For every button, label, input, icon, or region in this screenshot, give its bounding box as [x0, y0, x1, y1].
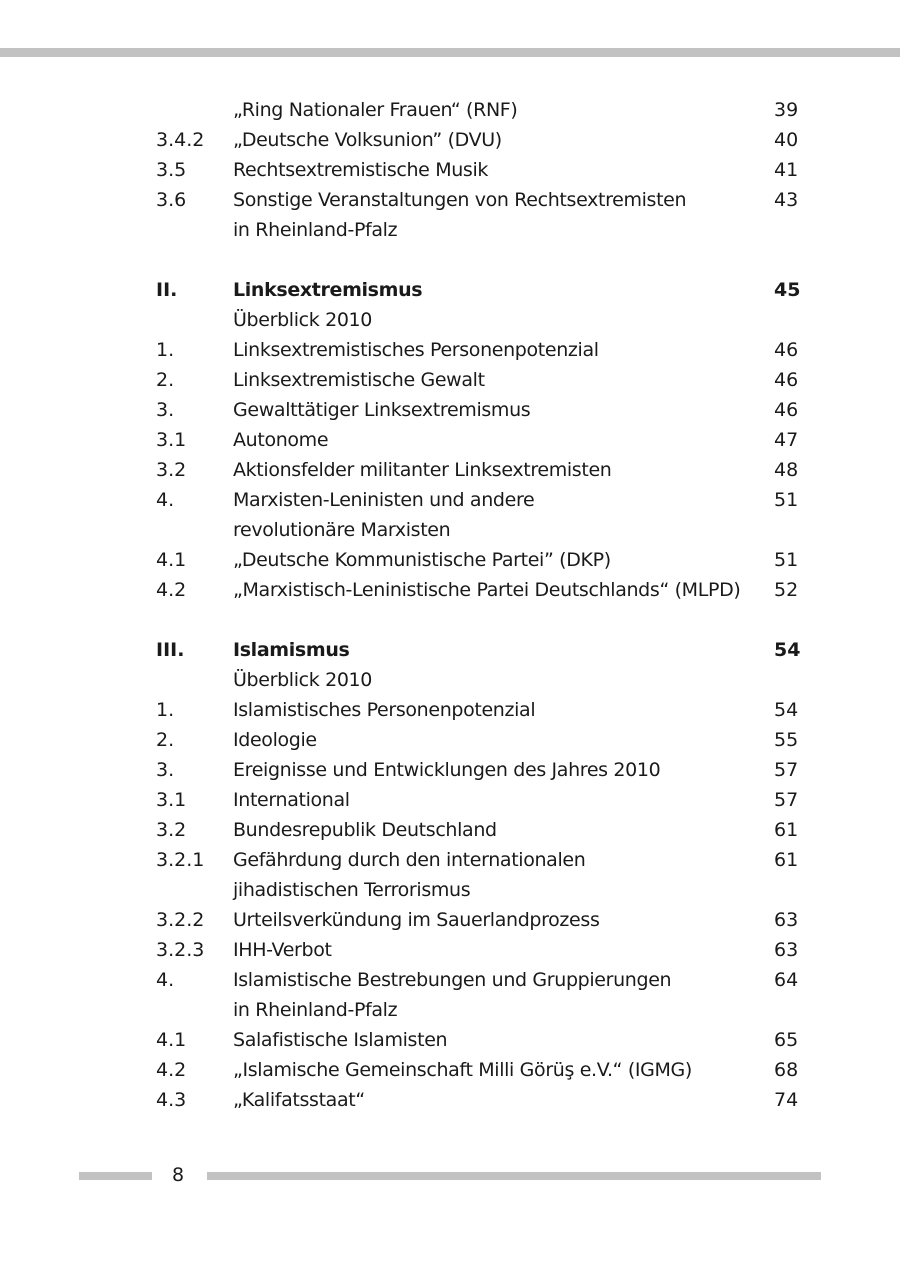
toc-entry-page: 54 — [774, 699, 799, 721]
top-divider — [0, 48, 900, 57]
toc-entry-title — [233, 95, 517, 125]
toc-entry-title — [233, 965, 671, 1025]
toc-entry-page: 47 — [774, 429, 799, 451]
toc-entry-title — [233, 1085, 365, 1115]
toc-entry-title-line: Salafistische Islamisten — [233, 1029, 448, 1051]
toc-entry-title — [233, 905, 600, 935]
toc-entry-title-line: „Ring Nationaler Frauen“ (RNF) — [233, 99, 518, 121]
toc-entry — [0, 575, 900, 605]
toc-entry — [0, 785, 900, 815]
toc-entry-page: 41 — [774, 159, 799, 181]
footer-left-divider — [79, 1172, 152, 1180]
toc-entry-number: 4. — [156, 489, 175, 511]
toc-entry-title-line: „Deutsche Kommunistische Partei” (DKP) — [233, 549, 611, 571]
toc-entry-title — [233, 635, 349, 665]
toc-entry-title-line: Ideologie — [233, 729, 317, 751]
toc-entry-title-line: Linksextremismus — [233, 279, 423, 301]
toc-entry-title-line: Linksextremistische Gewalt — [233, 369, 485, 391]
toc-entry-title — [233, 305, 372, 335]
toc-entry-title — [233, 365, 485, 395]
toc-entry-page: 51 — [774, 549, 799, 571]
toc-entry-title — [233, 935, 332, 965]
toc-entry-title-line: Aktionsfelder militanter Linksextremisten — [233, 459, 612, 481]
toc-entry — [0, 935, 900, 965]
toc-entry — [0, 965, 900, 1025]
toc-entry-title-line: Bundesrepublik Deutschland — [233, 819, 497, 841]
toc-entry — [0, 485, 900, 545]
toc-entry-title-line: Islamismus — [233, 639, 350, 661]
toc-entry-number: 4.1 — [156, 549, 187, 571]
toc-entry — [0, 845, 900, 905]
toc-entry-number: 3.1 — [156, 789, 187, 811]
toc-entry-title-line: Linksextremistisches Personenpotenzial — [233, 339, 599, 361]
toc-entry — [0, 155, 900, 185]
toc-entry — [0, 455, 900, 485]
toc-entry — [0, 335, 900, 365]
toc-entry-number: 4.2 — [156, 579, 187, 601]
toc-entry — [0, 395, 900, 425]
toc-entry-title-line: „Marxistisch-Leninistische Partei Deutschlands“ (MLPD) — [233, 579, 741, 601]
toc-entry-title-line: revolutionäre Marxisten — [233, 519, 451, 541]
toc-entry-title — [233, 395, 530, 425]
toc-entry — [0, 755, 900, 785]
toc-entry-title — [233, 1025, 447, 1055]
toc-entry-title — [233, 815, 497, 845]
toc-entry-number: 2. — [156, 369, 175, 391]
toc-entry-title — [233, 665, 372, 695]
toc-entry-page: 61 — [774, 849, 799, 871]
toc-entry-title-line: Autonome — [233, 429, 329, 451]
toc-entry — [0, 815, 900, 845]
toc-entry-title — [233, 425, 328, 455]
toc-entry-title — [233, 275, 422, 305]
toc-entry-number: 1. — [156, 339, 175, 361]
toc-entry-page: 40 — [774, 129, 799, 151]
toc-entry — [0, 95, 900, 125]
toc-entry-title — [233, 335, 599, 365]
toc-entry — [0, 1085, 900, 1115]
toc-entry-title — [233, 1055, 692, 1085]
toc-entry-page: 65 — [774, 1029, 799, 1051]
toc-entry-number: 3.2.2 — [156, 909, 205, 931]
toc-entry — [0, 185, 900, 245]
toc-entry-page: 43 — [774, 189, 799, 211]
toc-entry-title — [233, 185, 686, 245]
toc-entry-title — [233, 485, 534, 545]
toc-entry-number: II. — [156, 279, 178, 301]
toc-entry-page: 55 — [774, 729, 799, 751]
toc-entry-title-line: Sonstige Veranstaltungen von Rechtsextremisten — [233, 189, 687, 211]
toc-entry-title-line: Gefährdung durch den internationalen — [233, 849, 586, 871]
toc-entry-title-line: jihadistischen Terrorismus — [233, 879, 471, 901]
footer-right-divider — [207, 1172, 821, 1180]
toc-entry-number: 3.2.1 — [156, 849, 205, 871]
toc-entry-title — [233, 785, 350, 815]
toc-entry-title-line: „Kalifatsstaat“ — [233, 1089, 365, 1111]
toc-entry-page: 64 — [774, 969, 799, 991]
toc-entry-page: 57 — [774, 789, 799, 811]
toc-entry-page: 46 — [774, 399, 799, 421]
toc-entry-page: 63 — [774, 939, 799, 961]
toc-entry-page: 46 — [774, 339, 799, 361]
toc-entry-title-line: Gewalttätiger Linksextremismus — [233, 399, 531, 421]
toc-entry-number: 4.1 — [156, 1029, 187, 1051]
toc-entry — [0, 305, 900, 335]
toc-entry-title-line: Marxisten-Leninisten und andere — [233, 489, 535, 511]
toc-entry-page: 46 — [774, 369, 799, 391]
toc-entry-title — [233, 755, 660, 785]
toc-entry-title — [233, 545, 611, 575]
toc-entry — [0, 425, 900, 455]
toc-entry-page: 48 — [774, 459, 799, 481]
toc-entry-number: 4.2 — [156, 1059, 187, 1081]
toc-entry-page: 74 — [774, 1089, 799, 1111]
toc-entry — [0, 365, 900, 395]
toc-entry-title — [233, 155, 488, 185]
toc-entry-number: 3. — [156, 399, 175, 421]
toc-section-heading — [0, 275, 900, 305]
toc-entry-title-line: Überblick 2010 — [233, 309, 373, 331]
toc-entry-title-line: Überblick 2010 — [233, 669, 373, 691]
toc-entry-title-line: Islamistische Bestrebungen und Gruppierungen — [233, 969, 672, 991]
toc-entry — [0, 725, 900, 755]
toc-entry-page: 39 — [774, 99, 799, 121]
toc-section-heading — [0, 635, 900, 665]
toc-entry-title — [233, 845, 585, 905]
toc-entry-number: 3.5 — [156, 159, 187, 181]
toc-entry-title — [233, 125, 502, 155]
toc-entry-page: 54 — [774, 639, 801, 661]
toc-entry — [0, 545, 900, 575]
toc-entry — [0, 1025, 900, 1055]
toc-entry-number: 3.2 — [156, 819, 187, 841]
toc-entry-title-line: International — [233, 789, 350, 811]
toc-entry-title — [233, 575, 740, 605]
toc-entry-title-line: in Rheinland-Pfalz — [233, 999, 398, 1021]
toc-entry — [0, 125, 900, 155]
toc-entry-title — [233, 455, 611, 485]
toc-entry-number: III. — [156, 639, 185, 661]
toc-entry-number: 3.2.3 — [156, 939, 205, 961]
toc-entry-page: 51 — [774, 489, 799, 511]
toc-entry-page: 63 — [774, 909, 799, 931]
toc-entry — [0, 695, 900, 725]
toc-entry-title-line: Ereignisse und Entwicklungen des Jahres 2010 — [233, 759, 661, 781]
toc-entry — [0, 1055, 900, 1085]
toc-entry-page: 45 — [774, 279, 801, 301]
toc-entry-number: 4. — [156, 969, 175, 991]
toc-entry-page: 52 — [774, 579, 799, 601]
toc-entry-title-line: Rechtsextremistische Musik — [233, 159, 489, 181]
toc-entry-number: 3.4.2 — [156, 129, 205, 151]
toc-entry-title-line: IHH-Verbot — [233, 939, 332, 961]
toc-entry — [0, 665, 900, 695]
toc-entry-title-line: Urteilsverkündung im Sauerlandprozess — [233, 909, 600, 931]
toc-entry-title-line: „Deutsche Volksunion” (DVU) — [233, 129, 502, 151]
toc-entry — [0, 905, 900, 935]
toc-entry-page: 57 — [774, 759, 799, 781]
toc-entry-title-line: Islamistisches Personenpotenzial — [233, 699, 536, 721]
toc-entry-page: 68 — [774, 1059, 799, 1081]
toc-entry-number: 2. — [156, 729, 175, 751]
toc-entry-number: 3. — [156, 759, 175, 781]
toc-entry-page: 61 — [774, 819, 799, 841]
toc-entry-title — [233, 695, 535, 725]
toc-entry-number: 3.1 — [156, 429, 187, 451]
toc-entry-number: 1. — [156, 699, 175, 721]
toc-entry-number: 3.6 — [156, 189, 187, 211]
toc-entry-title — [233, 725, 317, 755]
toc-entry-title-line: in Rheinland-Pfalz — [233, 219, 398, 241]
page-number: 8 — [172, 1164, 185, 1186]
toc-entry-title-line: „Islamische Gemeinschaft Milli Görüş e.V.“ (IGMG) — [233, 1059, 692, 1081]
toc-entry-number: 3.2 — [156, 459, 187, 481]
toc-entry-number: 4.3 — [156, 1089, 187, 1111]
